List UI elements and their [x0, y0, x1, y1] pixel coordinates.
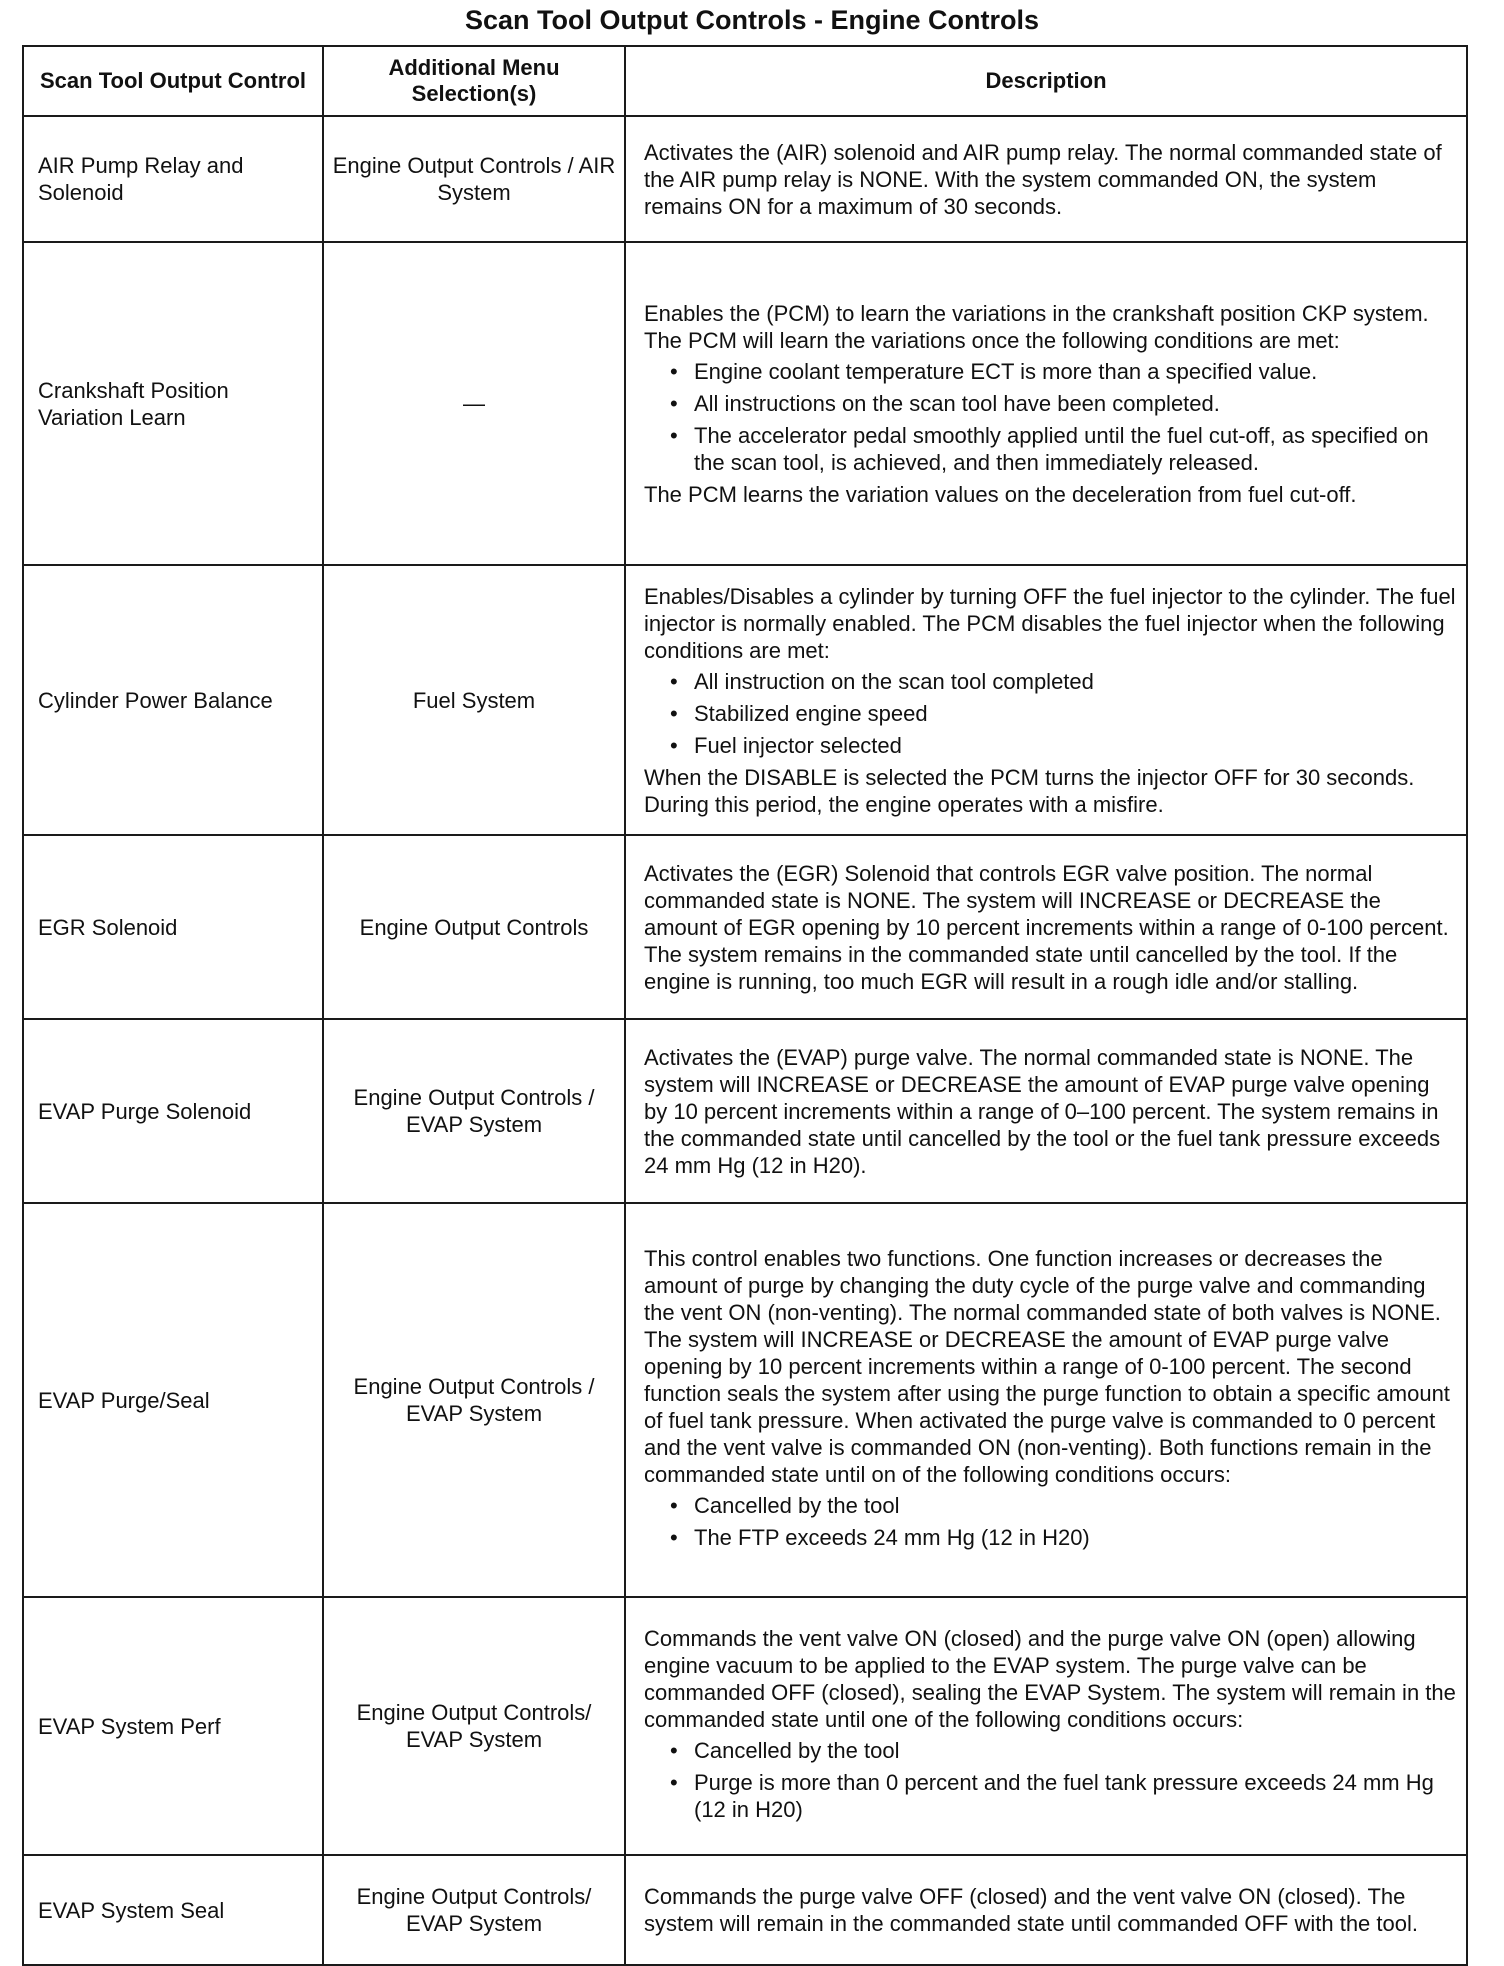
description-cell — [625, 835, 1467, 1019]
list-item-text: The FTP exceeds 24 mm Hg (12 in H20) — [694, 1524, 1090, 1550]
output-control-cell: AIR Pump Relay and Solenoid — [23, 116, 323, 242]
description-cell — [625, 1203, 1467, 1597]
list-item-text: All instruction on the scan tool completed — [694, 668, 1094, 694]
description-text: Enables the (PCM) to learn the variations in the crankshaft position CKP system. The PCM will learn the variations once the following conditions are met: — [644, 300, 1429, 353]
table-row — [23, 1019, 1467, 1203]
list-item-text: Engine coolant temperature ECT is more than a specified value. — [694, 358, 1318, 384]
description-cell — [625, 1855, 1467, 1965]
menu-selection-cell: — — [323, 242, 625, 565]
list-item — [670, 1769, 1458, 1823]
table-row — [23, 835, 1467, 1019]
description-cell — [625, 116, 1467, 242]
list-item-text: Fuel injector selected — [694, 732, 902, 758]
bullet-icon: • — [670, 390, 678, 416]
menu-selection-cell: Engine Output Controls / EVAP System — [323, 1019, 625, 1203]
bullet-icon: • — [670, 732, 678, 758]
table-row — [23, 1203, 1467, 1597]
output-control-cell: EVAP System Seal — [23, 1855, 323, 1965]
condition-list — [644, 668, 1458, 759]
output-controls-table — [22, 45, 1468, 1966]
list-item — [670, 422, 1458, 476]
list-item — [670, 700, 1458, 727]
table-row — [23, 116, 1467, 242]
header-description: Description — [625, 46, 1467, 116]
condition-list — [644, 358, 1458, 476]
list-item — [670, 668, 1458, 695]
output-control-cell: EVAP Purge Solenoid — [23, 1019, 323, 1203]
table-row — [23, 565, 1467, 835]
description-cell — [625, 565, 1467, 835]
output-control-cell: Crankshaft Position Variation Learn — [23, 242, 323, 565]
bullet-icon: • — [670, 1737, 678, 1763]
list-item — [670, 1737, 1458, 1764]
description-cell — [625, 1019, 1467, 1203]
bullet-icon: • — [670, 422, 678, 448]
list-item — [670, 1524, 1458, 1551]
menu-selection-cell: Engine Output Controls / AIR System — [323, 116, 625, 242]
list-item-text: The accelerator pedal smoothly applied until the fuel cut-off, as specified on the scan tool, is achieved, and then immediately released. — [694, 422, 1429, 475]
table-body — [23, 116, 1467, 1965]
description-text: Activates the (AIR) solenoid and AIR pump relay. The normal commanded state of the AIR pump relay is NONE. With the system commanded ON, the system remains ON for a maximum of 30 seconds. — [644, 139, 1442, 219]
list-item-text: Cancelled by the tool — [694, 1492, 900, 1518]
list-item — [670, 732, 1458, 759]
description-footnote: The PCM learns the variation values on the deceleration from fuel cut-off. — [644, 481, 1357, 507]
bullet-icon: • — [670, 1769, 678, 1795]
bullet-icon: • — [670, 1524, 678, 1550]
description-text: Enables/Disables a cylinder by turning OFF the fuel injector to the cylinder. The fuel injector is normally enabled. The PCM disables the fuel injector when the following conditions are met: — [644, 583, 1456, 663]
list-item — [670, 390, 1458, 417]
menu-selection-cell: Engine Output Controls — [323, 835, 625, 1019]
table-row — [23, 1597, 1467, 1855]
output-control-cell: EVAP System Perf — [23, 1597, 323, 1855]
description-text: Commands the purge valve OFF (closed) and the vent valve ON (closed). The system will remain in the commanded state until commanded OFF with the tool. — [644, 1884, 1418, 1936]
description-text: This control enables two functions. One function increases or decreases the amount of purge by changing the duty cycle of the purge valve and commanding the vent ON (non-venting). The normal commanded state of both valves is NONE. The system will INCREASE or DECREASE the amount of EVAP purge valve opening by 10 percent increments within a range of 0-100 percent. The second function seals the system after using the purge function to obtain a specific amount of fuel tank pressure. When activated the purge valve is commanded to 0 percent and the vent valve is commanded ON (non-venting). Both functions remain in the commanded state until on of the following conditions occurs: — [644, 1245, 1450, 1487]
table-header-row — [23, 46, 1467, 116]
description-cell — [625, 1597, 1467, 1855]
header-scan-tool-output-control: Scan Tool Output Control — [23, 46, 323, 116]
page-title: Scan Tool Output Controls - Engine Controls — [465, 5, 1039, 35]
description-cell — [625, 242, 1467, 565]
menu-selection-cell: Engine Output Controls/ EVAP System — [323, 1855, 625, 1965]
table-row — [23, 242, 1467, 565]
list-item-text: Cancelled by the tool — [694, 1737, 900, 1763]
bullet-icon: • — [670, 700, 678, 726]
output-control-cell: Cylinder Power Balance — [23, 565, 323, 835]
list-item-text: Purge is more than 0 percent and the fuel tank pressure exceeds 24 mm Hg (12 in H20) — [694, 1769, 1434, 1822]
condition-list — [644, 1492, 1458, 1551]
menu-selection-cell: Engine Output Controls/ EVAP System — [323, 1597, 625, 1855]
list-item-text: All instructions on the scan tool have been completed. — [694, 390, 1220, 416]
table-row — [23, 1855, 1467, 1965]
header-additional-menu-selections: Additional Menu Selection(s) — [323, 46, 625, 116]
bullet-icon: • — [670, 668, 678, 694]
output-control-cell: EGR Solenoid — [23, 835, 323, 1019]
list-item — [670, 358, 1458, 385]
menu-selection-cell: Fuel System — [323, 565, 625, 835]
condition-list — [644, 1737, 1458, 1823]
output-control-cell: EVAP Purge/Seal — [23, 1203, 323, 1597]
description-text: Activates the (EVAP) purge valve. The normal commanded state is NONE. The system will INCREASE or DECREASE the amount of EVAP purge valve opening by 10 percent increments within a range of 0–100 percent. The system remains in the commanded state until cancelled by the tool or the fuel tank pressure exceeds 24 mm Hg (12 in H20). — [644, 1044, 1441, 1178]
description-text: Activates the (EGR) Solenoid that controls EGR valve position. The normal commanded state is NONE. The system will INCREASE or DECREASE the amount of EGR opening by 10 percent increments within a range of 0-100 percent. The system remains in the commanded state until cancelled by the tool. If the engine is running, too much EGR will result in a rough idle and/or stalling. — [644, 860, 1449, 994]
description-footnote: When the DISABLE is selected the PCM turns the injector OFF for 30 seconds. During this period, the engine operates with a misfire. — [644, 764, 1415, 817]
list-item-text: Stabilized engine speed — [694, 700, 928, 726]
bullet-icon: • — [670, 1492, 678, 1518]
bullet-icon: • — [670, 358, 678, 384]
list-item — [670, 1492, 1458, 1519]
menu-selection-cell: Engine Output Controls / EVAP System — [323, 1203, 625, 1597]
description-text: Commands the vent valve ON (closed) and the purge valve ON (open) allowing engine vacuum to be applied to the EVAP system. The purge valve can be commanded OFF (closed), sealing the EVAP System. The system will remain in the commanded state until one of the following conditions occurs: — [644, 1625, 1456, 1732]
